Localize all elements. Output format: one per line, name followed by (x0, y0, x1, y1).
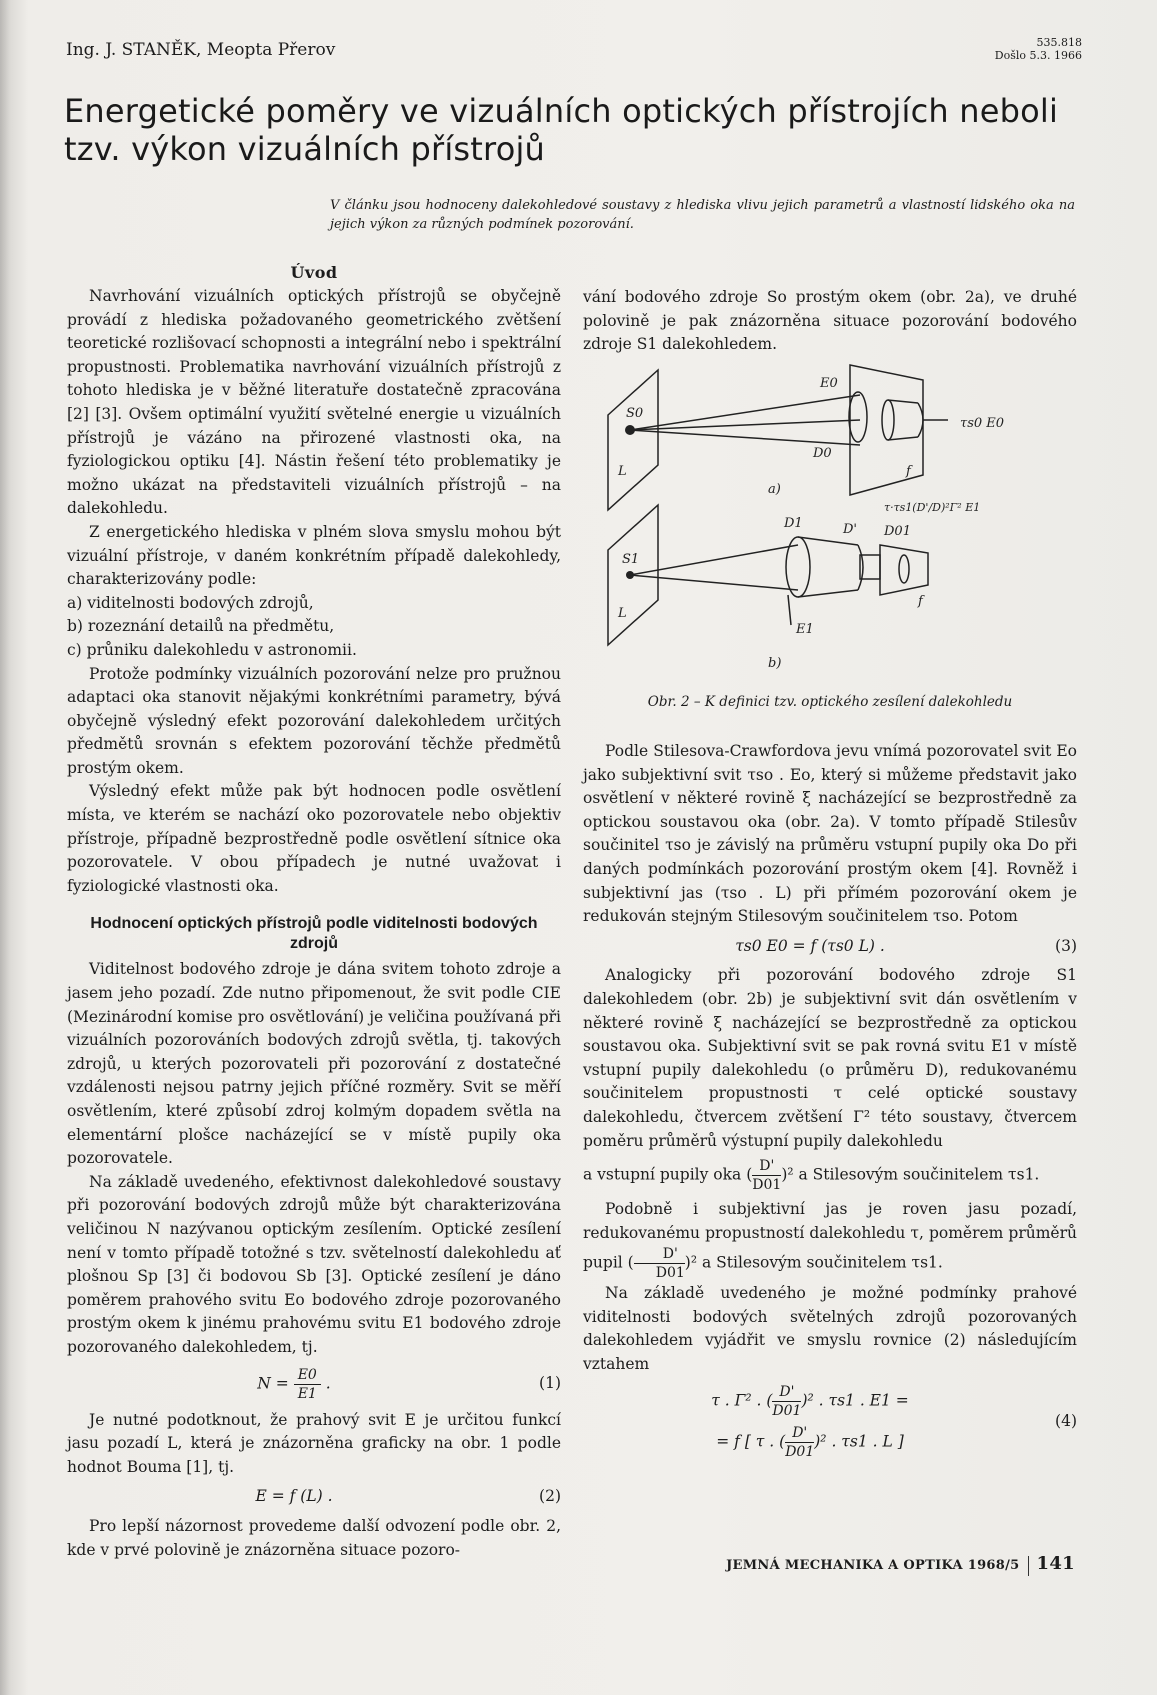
eye-lens-a (882, 400, 894, 440)
label-formula: τ·τs1(D'/D)²Γ² E1 (884, 501, 981, 514)
paragraph: Z energetického hlediska v plném slova smyslu mohou být vizuální přístroje, v daném konkrétním případě dalekohledy, charakterizovány podle: (67, 522, 561, 589)
background-plane-a (608, 370, 658, 510)
equation-3 (583, 935, 1077, 959)
paragraph: vání bodového zdroje So prostým okem (obr. 2a), ve druhé polovině je pak znázorněna situace pozorování bodového zdroje S1 dalekohledem. (583, 288, 1077, 354)
point-source-s1 (626, 571, 634, 579)
label-dprime: D' (843, 522, 857, 537)
label-a: a) (768, 482, 781, 497)
equation-4: τ . Γ² . ( $\frac{D'}{D01}$ )² . τs1 . E1 = = f [ τ . ( $\frac{D'}{D01}$ )² . τs1 . L ] (4) (711, 1383, 1077, 1460)
eq1-lhs: N = (257, 1374, 289, 1393)
eq2-number: (2) (539, 1487, 561, 1506)
label-d0: D0 (813, 446, 832, 461)
section-title-uvod: Úvod (290, 263, 338, 282)
eye-pupil-a (849, 392, 867, 442)
article-title: Energetické poměry ve vizuálních optických přístrojích neboli tzv. výkon vizuálních přístrojů (64, 92, 1059, 168)
author-line: Ing. J. STANĚK, Meopta Přerov (66, 40, 336, 60)
eq1-fraction (294, 1366, 321, 1403)
section-title-hodnoceni: Hodnocení optických přístrojů podle viditelnosti bodových zdrojů (90, 915, 538, 953)
paragraph: Je nutné podotknout, že prahový svit E je určitou funkcí jasu pozadí L, která je znázorněna graficky na obr. 1 podle hodnot Bouma [1], tj. (67, 1410, 561, 1476)
eye-box-b (880, 545, 928, 595)
list-item: a) viditelnosti bodových zdrojů, (67, 593, 314, 612)
figure-2-diagram (588, 355, 1068, 690)
right-column-bottom (583, 740, 1077, 1467)
eq1-number: (1) (539, 1374, 561, 1393)
label-d01: D01 (884, 524, 911, 539)
paragraph: Podle Stilesova-Crawfordova jevu vnímá pozorovatel svit Eo jako subjektivní svit τso . Eo, který si můžeme představit jako osvětlení v některé rovině ξ nacházející se bezprostředně za optickou soustavou oka (obr. 2a). V tomto případě Stilesův součinitel τso je závislý na průměru vstupní pupily oka Do při daných podmínkách pozorování prostým okem [4]. Rovněž i subjektivní jas (τso . L) při přímém pozorování okem je redukován stejným Stilesovým součinitelem τso. Potom (583, 742, 1077, 926)
ratio-fraction: $\frac{D'}{D01}$ (634, 1245, 685, 1282)
header-meta (995, 36, 1082, 62)
ray (630, 545, 798, 575)
paragraph: Protože podmínky vizuálních pozorování nelze pro pružnou adaptaci oka stanovit nějakými konkrétními parametry, bývá obyčejně výsledný efekt pozorování dalekohledem určitých předmětů srovnán s efektem pozorování těchže předmětů prostým okem. (67, 664, 561, 777)
paragraph: Viditelnost bodového zdroje je dána svitem tohoto zdroje a jasem jeho pozadí. Zde nutno připomenout, že svit podle CIE (Mezinárodní komise pro osvětlování) je veličina používaná při vizuálních pozorováních bodových zdrojů světla, tj. takových zdrojů, u kterých pozorovateli při pozorování z dostatečné vzdálenosti nejsou patrny jejich příčné rozměry. Svit se měří osvětlením, které způsobí zdroj kolmým dopadem světla na elementární plošce nacházející se v místě pupily oka pozorovatele. (67, 960, 561, 1168)
label-l-a: L (618, 464, 627, 479)
ratio-fraction: $\frac{D'}{D01}$ (752, 1158, 782, 1194)
eq1-denominator: E1 (297, 1385, 317, 1402)
paragraph: Podobně i subjektivní jas je roven jasu pozadí, redukovanému propustností dalekohledu τ, poměrem průměrů pupil ( $\frac{D'}{D01}$ )² a Stilesovým součinitelem τs1. (583, 1200, 1077, 1282)
paragraph: Výsledný efekt může pak být hodnocen podle osvětlení místa, ve kterém se nachází oko pozorovatele nebo objektiv přístroje, případně bezprostředně podle osvětlení sítnice oka pozorovatele. V obou případech je nutné uvažovat i fyziologické vlastnosti oka. (67, 782, 561, 895)
criteria-list (67, 592, 561, 663)
classification-code: 535.818 (1036, 36, 1082, 49)
equation-1: N = $\frac{E0}{E1}$ . (1) (257, 1366, 561, 1402)
received-date: Došlo 5.3. 1966 (994, 49, 1082, 62)
page-footer (726, 1553, 1075, 1576)
label-d1: D1 (784, 516, 803, 531)
eye-box-a (850, 365, 923, 495)
page-number: 141 (1036, 1553, 1075, 1574)
paragraph: Na základě uvedeného je možné podmínky prahové viditelnosti bodových světelných zdrojů pozorovaných dalekohledem vyjádřit ve smyslu rovnice (2) následujícím vztahem (583, 1284, 1077, 1374)
eq3-number: (3) (1055, 936, 1077, 955)
label-e1: E1 (796, 622, 814, 637)
telescope-objective (786, 537, 810, 597)
abstract: V článku jsou hodnoceny dalekohledové soustavy z hlediska vlivu jejich parametrů a vlastností lidského oka na jejich výkon za různých podmínek pozorování. (330, 198, 1075, 232)
point-source-s0 (625, 425, 635, 435)
eq1-numerator: E0 (294, 1366, 321, 1385)
eq3-body: τs0 E0 = f (τs0 L) . (735, 936, 885, 955)
eq4-number: (4) (1055, 1411, 1077, 1430)
paragraph: Navrhování vizuálních optických přístrojů se obyčejně provádí z hlediska požadovaného geometrického zvětšení teoretické rozlišovací schopnosti a integrální nebo i spektrální propustnosti. Problematika navrhování vizuálních přístrojů z tohoto hlediska je v běžné literatuře dostatečně zpracována [2] [3]. Ovšem optimální využití světelné energie u vizuálních přístrojů je vázáno na přirozené vlastnosti oka, na fyziologickou optiku [4]. Nástin řešení této problematiky je možno ukázat na představiteli vizuálních přístrojů – na dalekohledu. (67, 287, 561, 518)
footer-divider (1028, 1556, 1029, 1576)
journal-name: JEMNÁ MECHANIKA A OPTIKA 1968/5 (726, 1558, 1020, 1573)
pupil-ratio-line: a vstupní pupily oka ( $\frac{D'}{D01}$ )² a Stilesovým součinitelem τs1. (583, 1158, 1040, 1194)
label-tau-e0: τs0 E0 (960, 416, 1005, 431)
figure-caption: Obr. 2 – K definici tzv. optického zesílení dalekohledu (647, 694, 1013, 710)
label-f-b: f (918, 594, 923, 609)
label-l-b: L (618, 606, 627, 621)
label-s0: S0 (626, 406, 644, 421)
ray (630, 430, 860, 445)
left-column (67, 262, 561, 1562)
label-e0: E0 (820, 376, 838, 391)
paragraph: Analogicky při pozorování bodového zdroje S1 dalekohledem (obr. 2b) je subjektivní svit dán osvětlením v některé rovině ξ nacházející se bezprostředně za optickou soustavou oka. Subjektivní svit se pak rovná svitu E1 v místě vstupní pupily dalekohledu (o průměru D), redukovanému součinitelem propustnosti τ celé optické soustavy dalekohledu, čtvercem zvětšení Γ² této soustavy, čtvercem poměru průměrů výstupní pupily dalekohledu (583, 966, 1077, 1150)
right-column-top (583, 286, 1077, 357)
eq2-body: E = f (L) . (255, 1487, 333, 1506)
paragraph: Pro lepší názornost provedeme další odvození podle obr. 2, kde v prvé polovině je znázorněna situace pozoro- (67, 1516, 561, 1559)
label-b: b) (768, 656, 782, 671)
list-item: c) průniku dalekohledu v astronomii. (67, 640, 357, 659)
ray (630, 575, 798, 590)
label-s1: S1 (622, 552, 640, 567)
paragraph: Na základě uvedeného, efektivnost dalekohledové soustavy při pozorování bodových zdrojů může být charakterizována veličinou N nazývanou optickým zesílením. Optické zesílení není v tomto případě totožné s tzv. světelností dalekohledu ať plošnou Sp [3] či bodovou Sb [3]. Optické zesílení je dáno poměrem prahového svitu Eo bodového zdroje pozorovaného prostým okem k jinému prahovému svitu E1 bodového zdroje pozorovaného dalekohledem, tj. (67, 1172, 561, 1356)
list-item: b) rozeznání detailů na předmětu, (67, 617, 335, 636)
label-f-a: f (906, 464, 911, 479)
equation-2 (67, 1485, 561, 1509)
